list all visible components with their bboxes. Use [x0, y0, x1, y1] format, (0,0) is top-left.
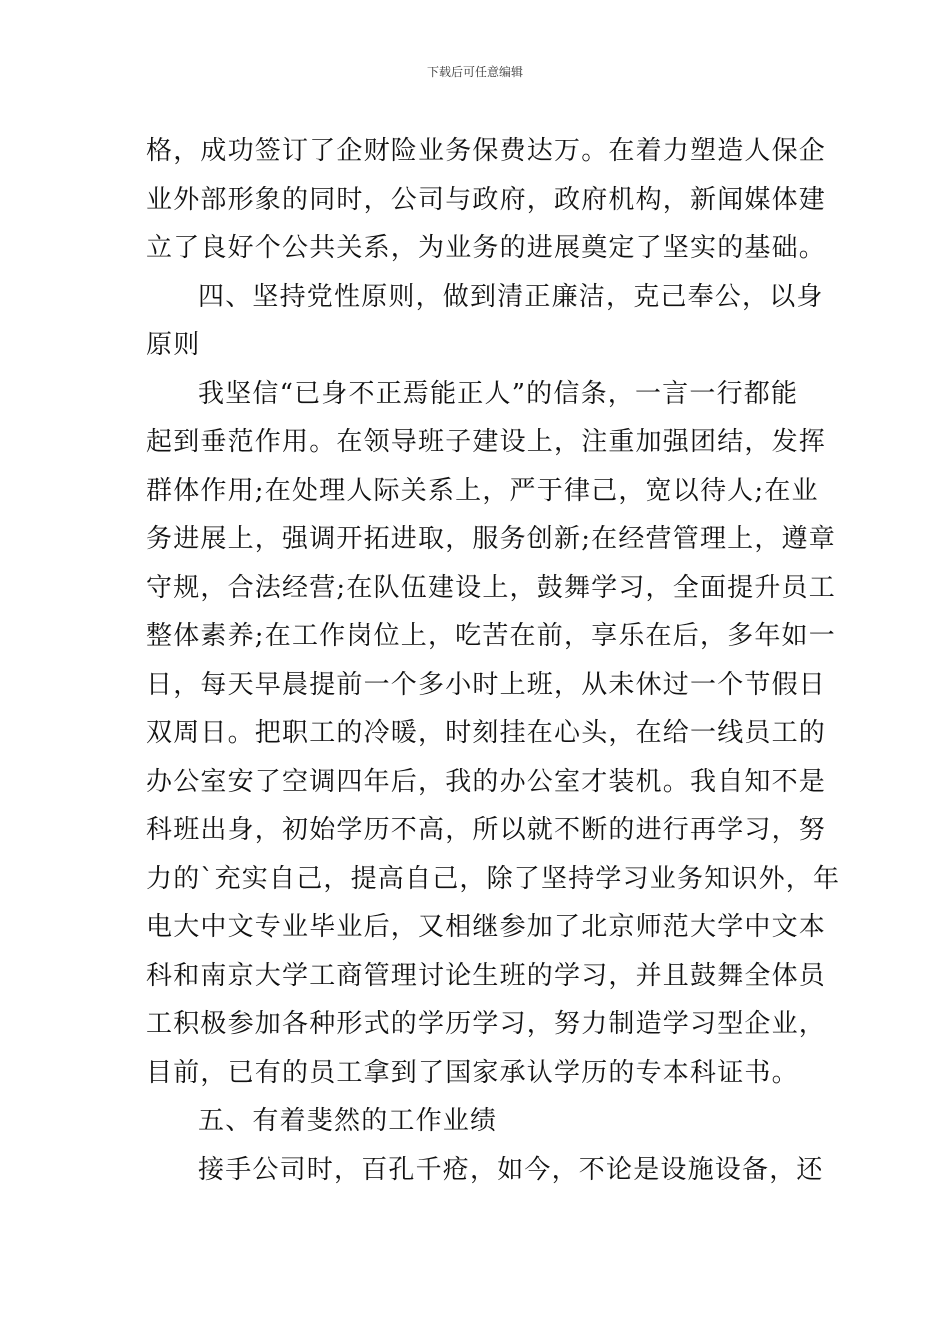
text-line: 科班出身，初始学历不高，所以就不断的进行再学习，努 — [146, 815, 827, 845]
text-line: 整体素养;在工作岗位上，吃苦在前，享乐在后，多年如一 — [146, 621, 836, 651]
text-line: 力的`充实自己，提高自己，除了坚持学习业务知识外，年 — [146, 863, 841, 894]
text-line: 起到垂范作用。在领导班子建设上，注重加强团结，发挥 — [146, 427, 827, 457]
text-line: 格，成功签订了企财险业务保费达万。在着力塑造人保企 — [146, 136, 827, 166]
text-line: 业外部形象的同时，公司与政府，政府机构，新闻媒体建 — [146, 184, 827, 215]
section-heading-4-cont: 原则 — [146, 330, 201, 360]
text-line: 办公室安了空调四年后，我的办公室才装机。我自知不是 — [146, 766, 827, 797]
document-body — [146, 127, 841, 1194]
text-line: 务进展上，强调开拓进取，服务创新;在经营管理上，遵章 — [146, 524, 836, 554]
text-line: 守规，合法经营;在队伍建设上，鼓舞学习，全面提升员工 — [146, 572, 836, 603]
text-line: 科和南京大学工商管理讨论生班的学习，并且鼓舞全体员 — [146, 960, 827, 991]
text-line: 双周日。把职工的冷暖，时刻挂在心头，在给一线员工的 — [146, 718, 827, 748]
text-line: 群体作用;在处理人际关系上，严于律己，宽以待人;在业 — [146, 475, 819, 506]
page-header: 下载后可任意编辑 — [426, 65, 523, 79]
text-line: 接手公司时，百孔千疮，如今，不论是设施设备，还 — [198, 1154, 824, 1185]
text-line: 立了良好个公共关系，为业务的进展奠定了坚实的基础。 — [146, 233, 827, 263]
text-line: 工积极参加各种形式的学历学习，努力制造学习型企业， — [146, 1009, 827, 1039]
section-heading-5: 五、有着斐然的工作业绩 — [198, 1106, 498, 1136]
text-line: 我坚信“已身不正焉能正人”的信条，一言一行都能 — [198, 378, 799, 409]
text-line: 目前，已有的员工拿到了国家承认学历的专本科证书。 — [146, 1057, 799, 1088]
text-line: 日，每天早晨提前一个多小时上班，从未休过一个节假日 — [146, 669, 827, 700]
section-heading-4: 四、坚持党性原则，做到清正廉洁，克己奉公，以身 — [198, 281, 824, 312]
text-line: 电大中文专业毕业后，又相继参加了北京师范大学中文本 — [146, 912, 827, 942]
